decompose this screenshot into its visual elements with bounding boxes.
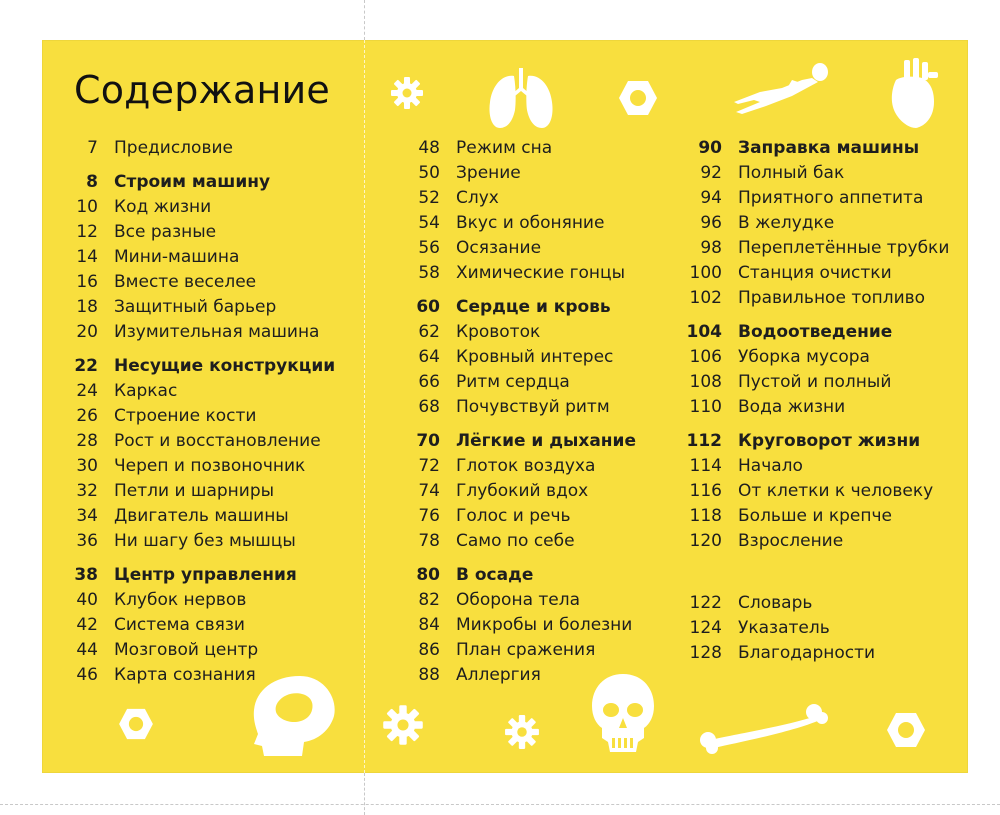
page-number: 100 [689,263,722,283]
heart-icon [888,58,940,130]
section-heading [384,429,636,454]
section-heading [660,136,919,161]
entry-title: Клубок нервов [114,590,247,610]
page-number: 56 [418,238,440,258]
entry-title: Ритм сердца [456,372,570,392]
entry-title: В осаде [456,565,534,585]
page-number: 62 [418,322,440,342]
entry-title: Карта сознания [114,665,256,685]
entry-title: Голос и речь [456,506,571,526]
page-number: 128 [689,643,722,663]
entry-title: Полный бак [738,163,845,183]
entry-title: Уборка мусора [738,347,870,367]
section-heading [42,170,270,195]
entry-title: Кровный интерес [456,347,614,367]
page-number: 10 [76,197,98,217]
contents-entry [660,479,933,504]
entry-title: Благодарности [738,643,876,663]
page-number: 60 [416,297,440,317]
page-number: 70 [416,431,440,451]
cut-line-bottom-vertical [364,773,365,815]
entry-title: Слух [456,188,499,208]
gear-icon [504,714,540,750]
page-number: 20 [76,322,98,342]
entry-title: Химические гонцы [456,263,626,283]
entry-title: Все разные [114,222,217,242]
entry-title: Система связи [114,615,245,635]
entry-title: Защитный барьер [114,297,277,317]
entry-title: Кровоток [456,322,541,342]
contents-entry [42,588,246,613]
contents-entry [660,286,925,311]
contents-entry [660,591,812,616]
page-number: 90 [698,138,722,158]
page-number: 92 [700,163,722,183]
entry-title: Вместе веселее [114,272,257,292]
gear-icon [382,704,424,746]
contents-entry [42,379,177,404]
page-number: 74 [418,481,440,501]
section-heading [660,320,892,345]
page-number: 66 [418,372,440,392]
entry-title: Словарь [738,593,813,613]
entry-title: Осязание [456,238,542,258]
entry-title: Вода жизни [738,397,846,417]
page-number: 40 [76,590,98,610]
gear-icon [390,76,424,110]
page-number: 78 [418,531,440,551]
contents-entry [660,616,830,641]
page-number: 8 [86,172,98,192]
contents-entry [660,161,844,186]
page-number: 30 [76,456,98,476]
contents-entry [384,504,571,529]
entry-title: Начало [738,456,803,476]
page-number: 24 [76,381,98,401]
contents-entry [384,613,632,638]
page-number: 120 [689,531,722,551]
contents-entry [660,186,923,211]
page-number: 110 [689,397,722,417]
entry-title: Переплетённые трубки [738,238,950,258]
entry-title: Изумительная машина [114,322,320,342]
page-number: 84 [418,615,440,635]
entry-title: Петли и шарниры [114,481,275,501]
contents-entry [384,370,570,395]
contents-entry [384,236,541,261]
page-number: 98 [700,238,722,258]
head-profile-icon [244,672,348,758]
section-heading [660,429,920,454]
entry-title: Код жизни [114,197,212,217]
contents-entry [42,270,256,295]
contents-entry [42,245,239,270]
contents-entry [42,663,256,688]
entry-title: Указатель [738,618,830,638]
page-number: 34 [76,506,98,526]
page-number: 42 [76,615,98,635]
contents-entry [384,638,595,663]
contents-entry [42,504,289,529]
contents-entry [660,529,843,554]
entry-title: Почувствуй ритм [456,397,610,417]
contents-entry [660,236,949,261]
section-heading [42,563,297,588]
page-number: 106 [689,347,722,367]
entry-title: План сражения [456,640,596,660]
contents-entry [42,295,276,320]
page-number: 36 [76,531,98,551]
contents-entry [660,454,803,479]
contents-entry [384,479,588,504]
entry-title: Микробы и болезни [456,615,633,635]
entry-title: Приятного аппетита [738,188,924,208]
page-number: 7 [87,138,98,158]
entry-title: Аллергия [456,665,541,685]
contents-entry [384,161,521,186]
contents-entry [384,211,604,236]
entry-title: Зрение [456,163,521,183]
cut-line-top [364,0,365,40]
contents-entry [384,186,499,211]
page-number: 32 [76,481,98,501]
page-number: 22 [74,356,98,376]
hex-nut-icon [118,708,154,740]
contents-entry [384,136,552,161]
page-number: 116 [689,481,722,501]
contents-entry [660,370,891,395]
page-number: 96 [700,213,722,233]
entry-title: Глубокий вдох [456,481,589,501]
entry-title: В желудке [738,213,835,233]
contents-entry [42,429,321,454]
contents-entry [384,663,541,688]
contents-entry [42,320,319,345]
entry-title: Каркас [114,381,178,401]
page-number: 122 [689,593,722,613]
contents-entry [42,638,258,663]
entry-title: Строим машину [114,172,271,192]
page-number: 88 [418,665,440,685]
entry-title: От клетки к человеку [738,481,934,501]
contents-entry [660,345,870,370]
contents-entry [42,136,233,161]
page-title: Содержание [74,68,330,112]
contents-entry [384,395,610,420]
contents-entry [660,261,892,286]
page-number: 54 [418,213,440,233]
page-number: 114 [689,456,722,476]
entry-title: Вкус и обоняние [456,213,605,233]
contents-entry [384,320,540,345]
page-number: 50 [418,163,440,183]
entry-title: Водоотведение [738,322,893,342]
page-number: 80 [416,565,440,585]
contents-entry [42,220,216,245]
page-number: 102 [689,288,722,308]
page-number: 94 [700,188,722,208]
section-heading [42,354,335,379]
contents-entry [660,211,834,236]
contents-entry [42,195,211,220]
page-number: 16 [76,272,98,292]
hex-nut-icon [886,712,926,748]
page-number: 12 [76,222,98,242]
page-number: 76 [418,506,440,526]
contents-entry [384,529,575,554]
page-number: 108 [689,372,722,392]
entry-title: Заправка машины [738,138,920,158]
entry-title: Предисловие [114,138,233,158]
page-number: 28 [76,431,98,451]
entry-title: Мини-машина [114,247,240,267]
page-number: 38 [74,565,98,585]
cut-line-bottom [0,804,1000,805]
page-number: 52 [418,188,440,208]
page-number: 82 [418,590,440,610]
page-number: 44 [76,640,98,660]
page-number: 104 [686,322,722,342]
page-number: 72 [418,456,440,476]
lungs-icon [486,64,556,132]
page-number: 68 [418,397,440,417]
contents-entry [42,613,245,638]
contents-entry [42,479,274,504]
entry-title: Череп и позвоночник [114,456,306,476]
entry-title: Больше и крепче [738,506,892,526]
human-figure-icon [732,62,834,118]
entry-title: Лёгкие и дыхание [456,431,636,451]
page-number: 14 [76,247,98,267]
entry-title: Правильное топливо [738,288,926,308]
section-heading [384,295,611,320]
page-number: 58 [418,263,440,283]
page-number: 118 [689,506,722,526]
contents-entry [384,454,595,479]
contents-entry [660,504,892,529]
page-number: 48 [418,138,440,158]
page-number: 26 [76,406,98,426]
hex-nut-icon [618,80,658,116]
entry-title: Несущие конструкции [114,356,336,376]
entry-title: Круговорот жизни [738,431,921,451]
entry-title: Двигатель машины [114,506,289,526]
page-number: 112 [686,431,722,451]
entry-title: Пустой и полный [738,372,892,392]
contents-entry [384,261,625,286]
page-number: 64 [418,347,440,367]
section-heading [384,563,533,588]
contents-spread [42,40,968,773]
bone-icon [696,704,830,754]
contents-entry [42,529,296,554]
skull-icon [588,672,658,754]
contents-entry [384,588,580,613]
page-number: 18 [76,297,98,317]
page-number: 46 [76,665,98,685]
entry-title: Станция очистки [738,263,892,283]
entry-title: Само по себе [456,531,575,551]
contents-entry [660,641,875,666]
entry-title: Режим сна [456,138,553,158]
entry-title: Строение кости [114,406,257,426]
contents-entry [42,454,305,479]
entry-title: Оборона тела [456,590,581,610]
contents-entry [42,404,256,429]
entry-title: Ни шагу без мышцы [114,531,296,551]
entry-title: Глоток воздуха [456,456,596,476]
entry-title: Мозговой центр [114,640,259,660]
entry-title: Рост и восстановление [114,431,321,451]
contents-entry [660,395,845,420]
contents-entry [384,345,613,370]
entry-title: Взросление [738,531,844,551]
page-number: 124 [689,618,722,638]
entry-title: Сердце и кровь [456,297,611,317]
page-number: 86 [418,640,440,660]
page-gutter [364,40,365,773]
entry-title: Центр управления [114,565,297,585]
